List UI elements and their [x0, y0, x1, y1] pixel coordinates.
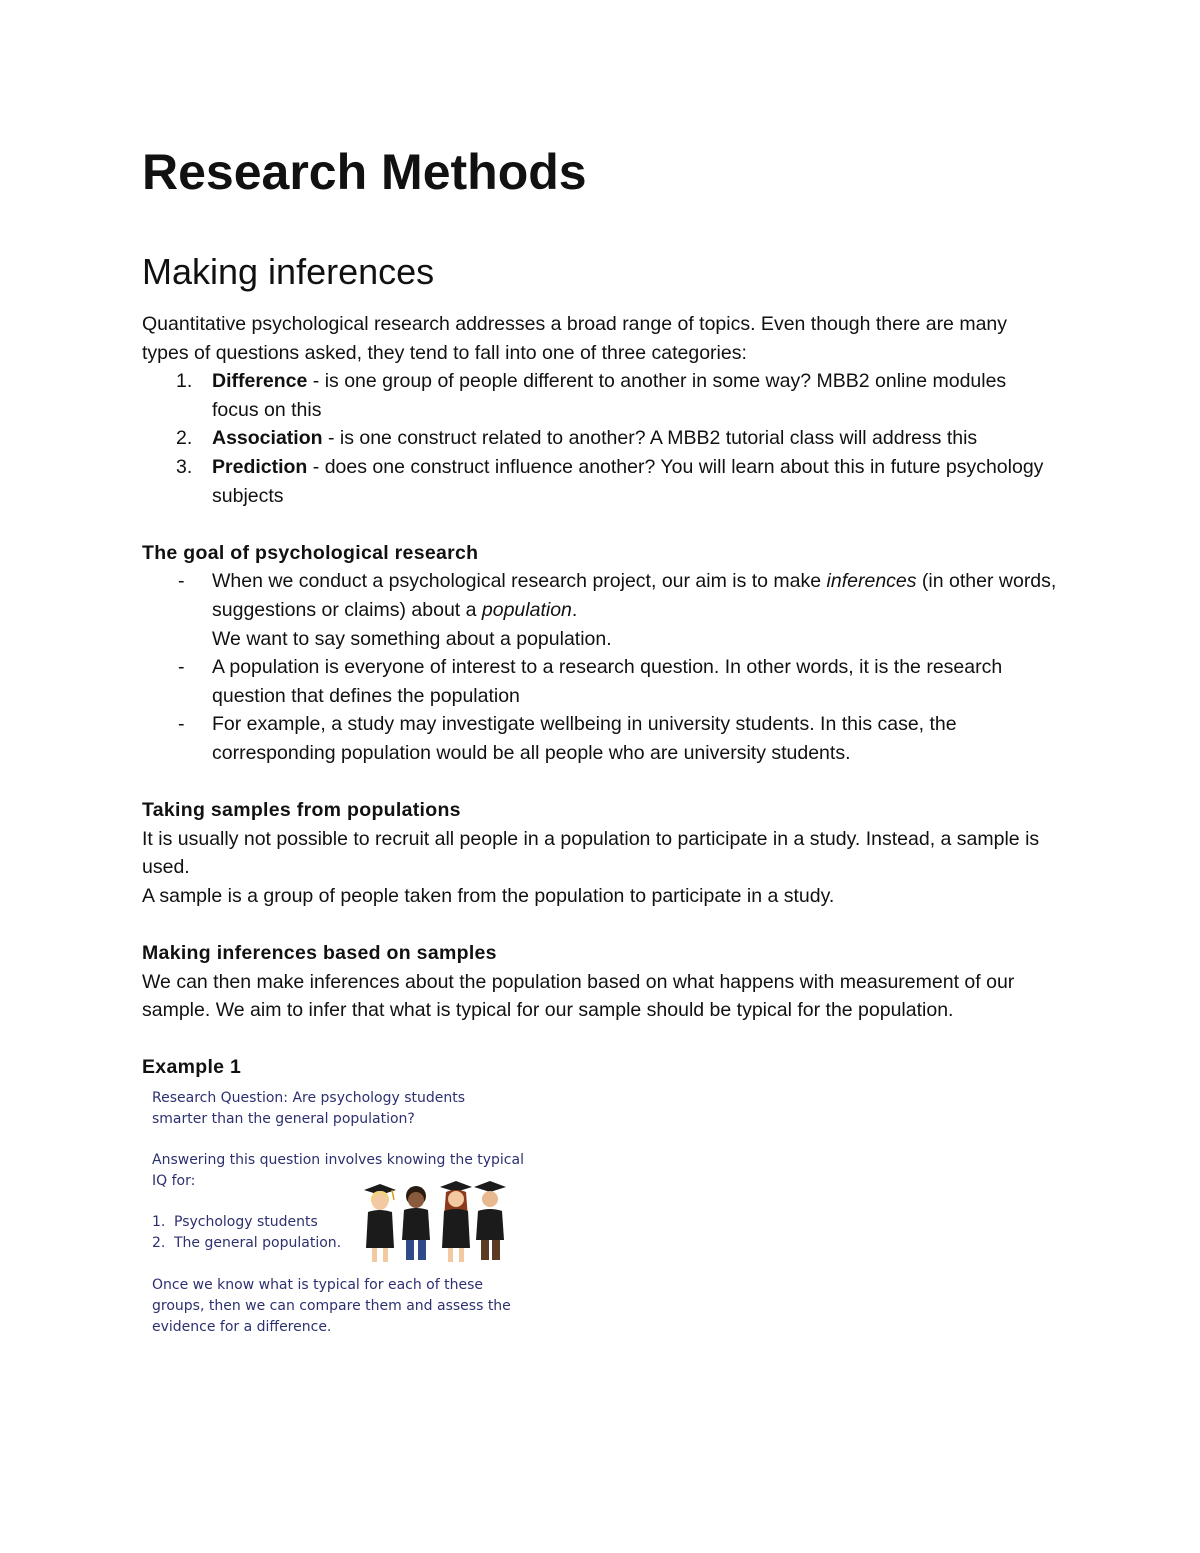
group-label: The general population. [174, 1235, 342, 1252]
bullet-dash: - [178, 570, 185, 593]
category-term: Prediction [212, 455, 308, 478]
list-number: 3. [176, 455, 193, 478]
list-item [142, 424, 1057, 453]
bullet-text: We want to say something about a population. [212, 627, 612, 650]
group-label: Psychology students [174, 1214, 318, 1231]
document-body [142, 310, 1057, 1343]
example-heading: Example 1 [142, 1056, 242, 1079]
bullet-text: A population is everyone of interest to a research question. In other words, it is the research question that defines the population [212, 656, 1003, 707]
list-item [142, 567, 1057, 653]
list-item [152, 1233, 362, 1254]
figure-answering-text: Answering this question involves knowing the typical IQ for: [152, 1152, 524, 1190]
inferences-paragraph: We can then make inferences about the population based on what happens with measurement of our sample. We aim to infer that what is typical for our sample should be typical for the population. [142, 970, 1015, 1022]
graduate-figure [440, 1181, 472, 1262]
graduate-figure [402, 1186, 430, 1260]
list-item [152, 1212, 362, 1233]
example-figure [152, 1088, 552, 1343]
document-title: Research Methods [142, 144, 587, 200]
bullet-text: For example, a study may investigate wellbeing in university students. In this case, the corresponding population would be all people who are university students. [212, 713, 957, 764]
graduates-illustration [360, 1178, 510, 1266]
graduate-figure [364, 1184, 396, 1262]
graduate-figure [474, 1181, 506, 1260]
category-term: Difference [212, 370, 308, 393]
samples-heading: Taking samples from populations [142, 799, 461, 822]
category-text: - is one construct related to another? A MBB2 tutorial class will address this [322, 427, 978, 450]
list-number: 1. [152, 1214, 166, 1231]
bullet-text: (in other words, suggestions or claims) about a [212, 570, 1057, 621]
bullet-text: When we conduct a psychological research project, our aim is to make [212, 570, 827, 593]
samples-paragraph-1: It is usually not possible to recruit all people in a population to participate in a study. Instead, a sample is used. [142, 827, 1040, 879]
figure-outro-text: Once we know what is typical for each of these groups, then we can compare them and assess the evidence for a difference. [152, 1277, 511, 1336]
emphasis-population: population [481, 598, 572, 621]
figure-group-list [152, 1212, 362, 1254]
category-term: Association [212, 427, 323, 450]
list-item [142, 367, 1057, 424]
emphasis-inferences: inferences [826, 570, 917, 593]
goal-bullet-list [142, 567, 1057, 767]
intro-paragraph: Quantitative psychological research addresses a broad range of topics. Even though there are many types of questions asked, they tend to fall into one of three categories: [142, 313, 1008, 364]
list-number: 2. [176, 427, 193, 450]
list-item [142, 653, 1057, 710]
category-list [142, 367, 1057, 510]
figure-research-question: Research Question: Are psychology students smarter than the general population? [152, 1090, 466, 1128]
bullet-text: . [571, 598, 578, 621]
inferences-heading: Making inferences based on samples [142, 942, 497, 965]
bullet-dash: - [178, 713, 185, 736]
category-text: - does one construct influence another? You will learn about this in future psychology subjects [212, 455, 1044, 507]
list-number: 2. [152, 1235, 166, 1252]
bullet-dash: - [178, 656, 185, 679]
list-item [142, 453, 1057, 510]
goal-heading: The goal of psychological research [142, 541, 479, 564]
section-title: Making inferences [142, 251, 435, 292]
category-text: - is one group of people different to another in some way? MBB2 online modules focus on this [212, 370, 1007, 421]
list-item [142, 710, 1057, 767]
list-number: 1. [176, 370, 193, 393]
samples-paragraph-2: A sample is a group of people taken from the population to participate in a study. [142, 884, 835, 907]
